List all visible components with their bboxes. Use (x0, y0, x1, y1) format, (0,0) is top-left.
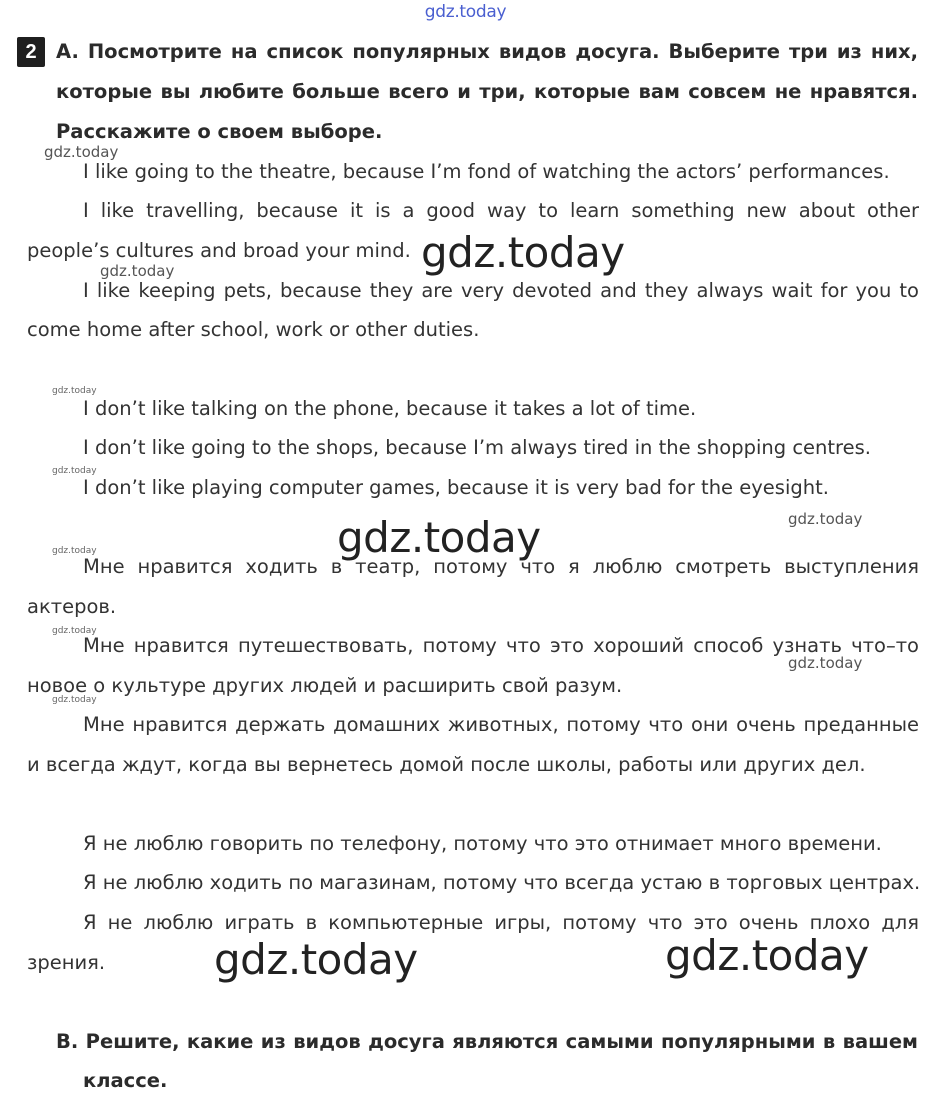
ru-like-theatre-line-1: Мне нравится ходить в театр, потому что я люблю смотреть выступления (83, 555, 919, 578)
ru-dislike-games-line-1: Я не люблю играть в компьютерные игры, потому что это очень плохо для (83, 911, 919, 934)
watermark-large: gdz.today (665, 931, 869, 980)
en-like-travel-line-2: people’s cultures and broad your mind. (27, 239, 411, 262)
en-like-pets-line-1: I like keeping pets, because they are very devoted and they always wait for you to (83, 279, 919, 302)
task-a-line-3: Расскажите о своем выборе. (56, 120, 383, 143)
ru-dislike-games-line-2: зрения. (27, 951, 106, 974)
watermark-tiny: gdz.today (52, 546, 97, 556)
exercise-number-badge: 2 (17, 37, 45, 67)
en-like-theatre: I like going to the theatre, because I’m fond of watching the actors’ performances. (83, 160, 890, 183)
watermark-small: gdz.today (44, 143, 119, 161)
top-watermark: gdz.today (424, 2, 507, 22)
en-like-travel-line-1: I like travelling, because it is a good way to learn something new about other (83, 199, 919, 222)
ru-like-travel-line-2: новое о культуре других людей и расширить свой разум. (27, 674, 623, 697)
task-b-line-2: классе. (83, 1069, 168, 1092)
watermark-tiny: gdz.today (52, 466, 97, 476)
watermark-tiny: gdz.today (52, 386, 97, 396)
watermark-tiny: gdz.today (52, 626, 97, 636)
watermark-large: gdz.today (214, 935, 418, 984)
watermark-small: gdz.today (100, 262, 175, 280)
en-dislike-phone: I don’t like talking on the phone, because it takes a lot of time. (83, 397, 697, 420)
task-a-line-1: A. Посмотрите на список популярных видов досуга. Выберите три из них, (56, 40, 918, 63)
task-a-line-2: которые вы любите больше всего и три, которые вам совсем не нравятся. (56, 80, 918, 103)
watermark-large: gdz.today (337, 513, 541, 562)
ru-like-pets-line-2: и всегда ждут, когда вы вернетесь домой после школы, работы или других дел. (27, 753, 866, 776)
watermark-large: gdz.today (421, 228, 625, 277)
en-dislike-shops: I don’t like going to the shops, because I’m always tired in the shopping centres. (83, 436, 871, 459)
watermark-small: gdz.today (788, 510, 863, 528)
ru-like-travel-line-1: Мне нравится путешествовать, потому что это хороший способ узнать что–то (83, 634, 919, 657)
en-dislike-games: I don’t like playing computer games, because it is very bad for the eyesight. (83, 476, 829, 499)
ru-dislike-shops: Я не люблю ходить по магазинам, потому что всегда устаю в торговых центрах. (83, 871, 921, 894)
ru-like-theatre-line-2: актеров. (27, 595, 117, 618)
watermark-small: gdz.today (788, 654, 863, 672)
en-like-pets-line-2: come home after school, work or other duties. (27, 318, 480, 341)
ru-dislike-phone: Я не люблю говорить по телефону, потому что это отнимает много времени. (83, 832, 882, 855)
task-b-line-1: B. Решите, какие из видов досуга являются самыми популярными в вашем (56, 1030, 918, 1053)
watermark-tiny: gdz.today (52, 695, 97, 705)
ru-like-pets-line-1: Мне нравится держать домашних животных, потому что они очень преданные (83, 713, 919, 736)
